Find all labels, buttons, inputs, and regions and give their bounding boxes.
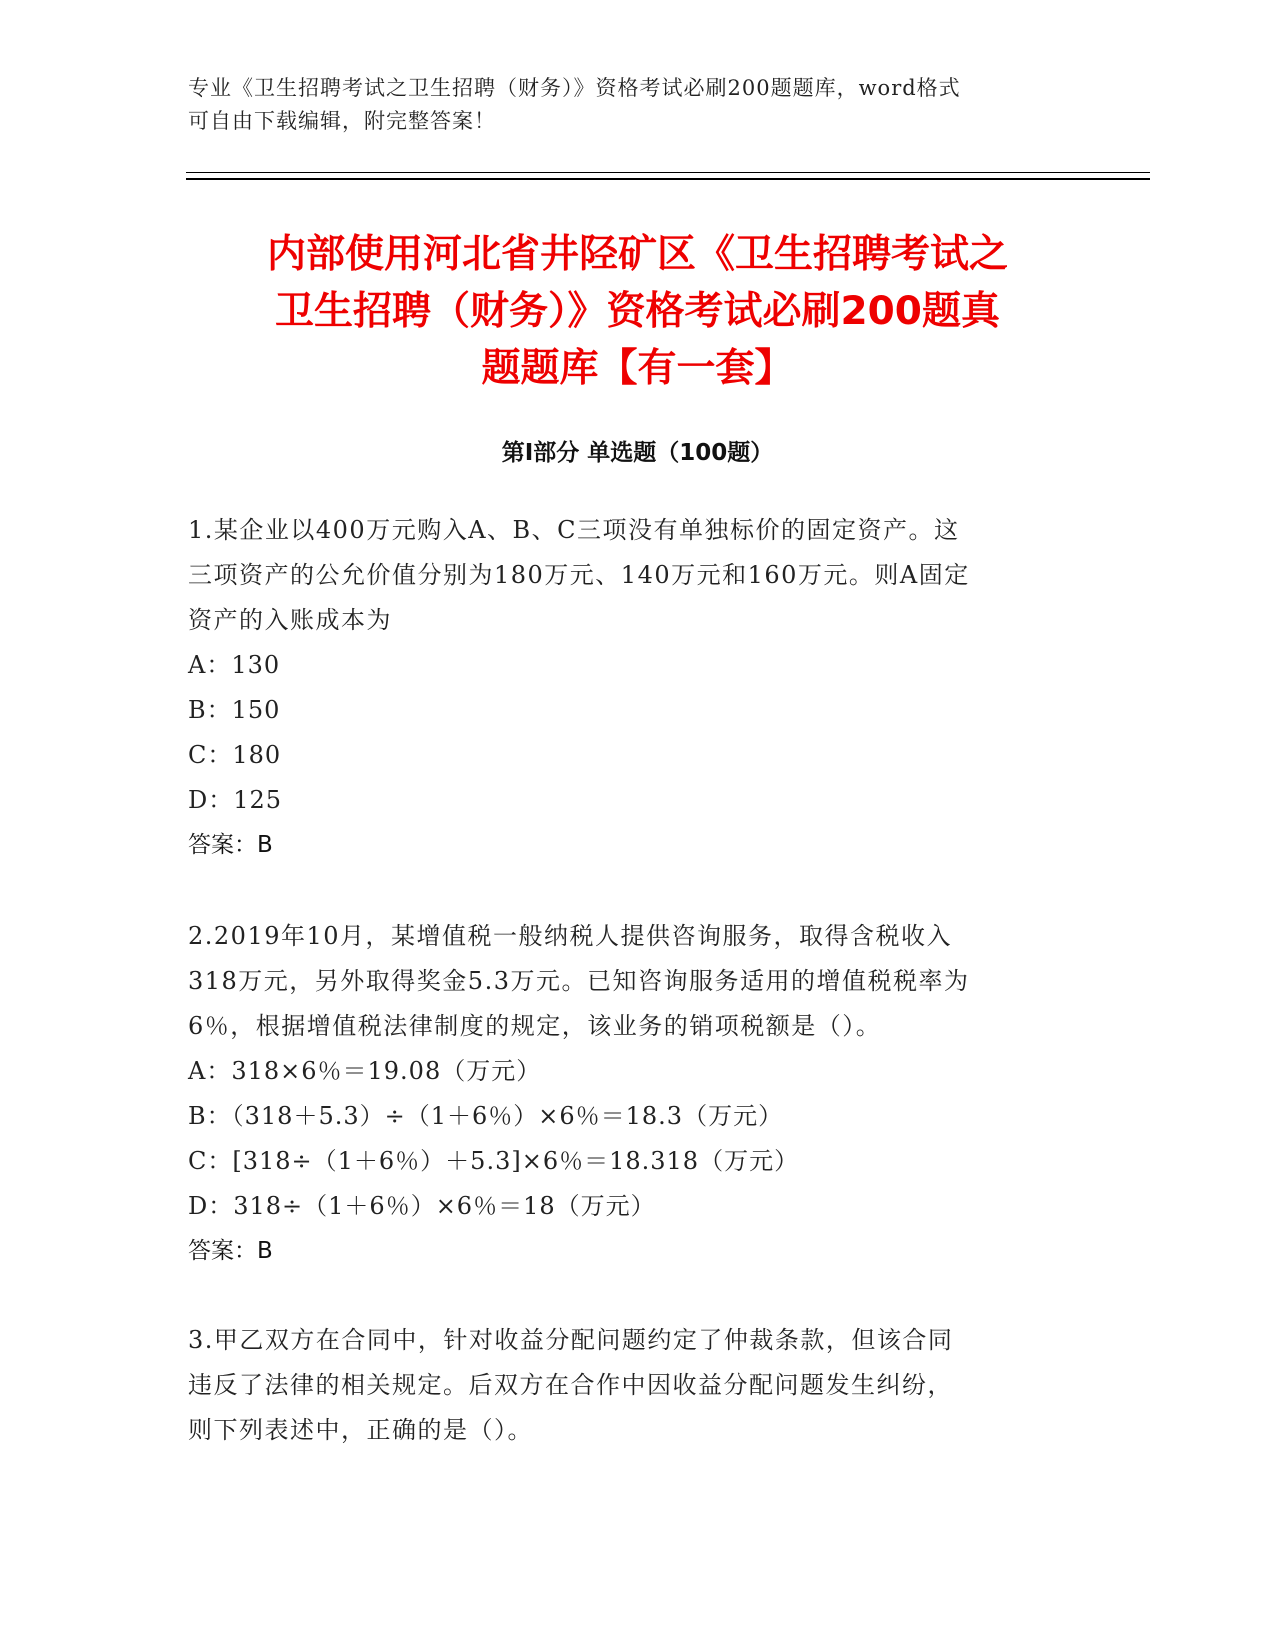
question-stem-line: 3.甲乙双方在合同中，针对收益分配问题约定了仲裁条款，但该合同 [188,1326,954,1354]
option-b: B：150 [188,696,281,724]
option-c: C：[318÷（1＋6％）＋5.3]×6％＝18.318（万元） [188,1147,800,1175]
header-note-line: 可自由下载编辑，附完整答案！ [188,109,496,133]
question-stem-line: 318万元，另外取得奖金5.3万元。已知咨询服务适用的增值税税率为 [188,967,970,995]
option-d: D：125 [188,786,283,814]
option-d: D：318÷（1＋6％）×6％＝18（万元） [188,1192,656,1220]
question-stem-line: 违反了法律的相关规定。后双方在合作中因收益分配问题发生纠纷， [188,1371,953,1399]
question-stem-line: 则下列表述中，正确的是（）。 [188,1416,533,1444]
title-line: 题题库【有一套】 [481,346,794,391]
option-c: C：180 [188,741,282,769]
option-a: A：318×6％＝19.08（万元） [188,1057,542,1085]
document-title [150,226,1125,397]
question-stem-line: 资产的入账成本为 [188,606,392,634]
question-stem-line: 三项资产的公允价值分别为180万元、140万元和160万元。则A固定 [188,561,970,589]
question-3 [188,1318,1088,1453]
question-2 [188,914,1088,1274]
header-rule-thin [186,172,1150,173]
question-stem-line: 6％，根据增值税法律制度的规定，该业务的销项税额是（）。 [188,1012,882,1040]
header-rule-thick [186,178,1150,180]
question-1 [188,508,1088,868]
header-note-line: 专业《卫生招聘考试之卫生招聘（财务）》资格考试必刷200题题库，word格式 [188,76,961,100]
option-b: B：（318＋5.3）÷（1＋6％）×6％＝18.3（万元） [188,1102,784,1130]
question-stem-line: 1.某企业以400万元购入A、B、C三项没有单独标价的固定资产。这 [188,516,960,544]
header-note [188,72,1068,138]
option-a: A：130 [188,651,281,679]
answer: 答案：B [188,832,273,858]
answer: 答案：B [188,1238,273,1264]
title-line: 卫生招聘（财务）》资格考试必刷200题真 [275,289,1000,334]
question-stem-line: 2.2019年10月，某增值税一般纳税人提供咨询服务，取得含税收入 [188,922,953,950]
title-line: 内部使用河北省井陉矿区《卫生招聘考试之 [266,232,1008,277]
section-heading: 第Ⅰ部分 单选题（100题） [501,440,774,466]
